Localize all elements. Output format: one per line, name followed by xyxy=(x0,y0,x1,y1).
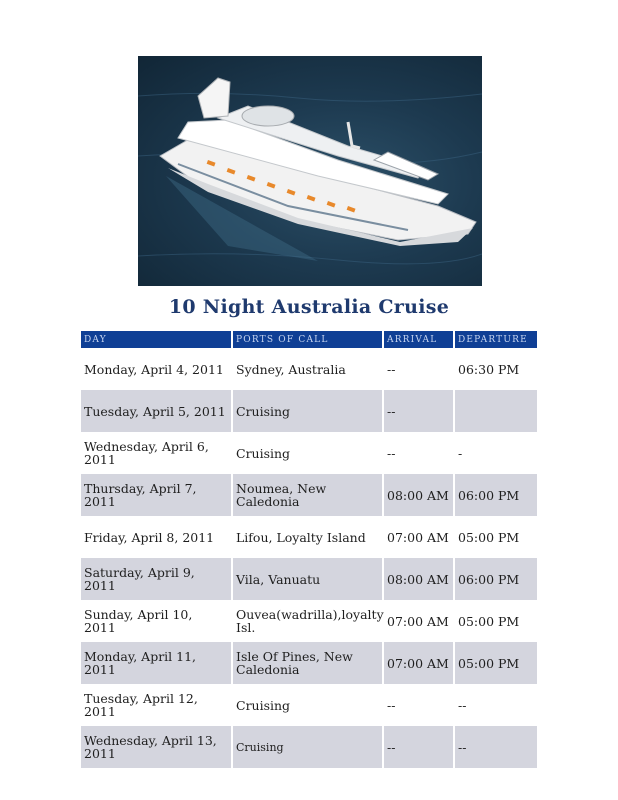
cell-port: Vila, Vanuatu xyxy=(232,558,383,600)
cell-arrival: 07:00 AM xyxy=(383,600,454,642)
cruise-ship-photo xyxy=(138,56,482,286)
cell-departure: 05:00 PM xyxy=(454,516,537,558)
cell-port: Sydney, Australia xyxy=(232,348,383,390)
cell-departure: - xyxy=(454,432,537,474)
table-row xyxy=(81,558,537,600)
cell-departure: 05:00 PM xyxy=(454,600,537,642)
cell-day: Sunday, April 10, 2011 xyxy=(81,600,232,642)
cell-arrival: -- xyxy=(383,348,454,390)
table-row xyxy=(81,432,537,474)
cell-departure: 06:30 PM xyxy=(454,348,537,390)
header-day: DAY xyxy=(81,331,232,348)
cell-port: Ouvea(wadrilla),loyalty Isl. xyxy=(232,600,383,642)
table-row xyxy=(81,516,537,558)
header-ports-of-call: PORTS OF CALL xyxy=(232,331,383,348)
cell-day: Thursday, April 7, 2011 xyxy=(81,474,232,516)
cell-arrival: -- xyxy=(383,726,454,768)
table-row xyxy=(81,642,537,684)
cell-departure xyxy=(454,390,537,432)
cell-day: Wednesday, April 6, 2011 xyxy=(81,432,232,474)
cell-departure: -- xyxy=(454,726,537,768)
header-departure: DEPARTURE xyxy=(454,331,537,348)
itinerary-table xyxy=(81,331,537,768)
cell-departure: 05:00 PM xyxy=(454,642,537,684)
cell-port: Cruising xyxy=(232,684,383,726)
cell-arrival: 08:00 AM xyxy=(383,558,454,600)
page-title: 10 Night Australia Cruise xyxy=(168,296,450,318)
cell-departure: -- xyxy=(454,684,537,726)
cell-arrival: -- xyxy=(383,390,454,432)
cell-day: Tuesday, April 5, 2011 xyxy=(81,390,232,432)
cell-departure: 06:00 PM xyxy=(454,474,537,516)
table-row xyxy=(81,726,537,768)
cell-arrival: -- xyxy=(383,432,454,474)
cell-arrival: 07:00 AM xyxy=(383,516,454,558)
cell-port: Cruising xyxy=(232,432,383,474)
table-row xyxy=(81,390,537,432)
cell-day: Monday, April 4, 2011 xyxy=(81,348,232,390)
cell-port: Lifou, Loyalty Island xyxy=(232,516,383,558)
cell-arrival: 08:00 AM xyxy=(383,474,454,516)
cell-day: Monday, April 11, 2011 xyxy=(81,642,232,684)
table-row xyxy=(81,474,537,516)
table-row xyxy=(81,600,537,642)
cell-day: Friday, April 8, 2011 xyxy=(81,516,232,558)
cell-arrival: -- xyxy=(383,684,454,726)
cell-day: Tuesday, April 12, 2011 xyxy=(81,684,232,726)
table-row xyxy=(81,348,537,390)
cell-departure: 06:00 PM xyxy=(454,558,537,600)
table-row xyxy=(81,684,537,726)
cell-day: Wednesday, April 13, 2011 xyxy=(81,726,232,768)
cell-day: Saturday, April 9, 2011 xyxy=(81,558,232,600)
table-header-row xyxy=(81,331,537,348)
cell-port: Cruising xyxy=(232,726,383,768)
cell-port: Cruising xyxy=(232,390,383,432)
cell-port: Isle Of Pines, New Caledonia xyxy=(232,642,383,684)
cell-port: Noumea, New Caledonia xyxy=(232,474,383,516)
cell-arrival: 07:00 AM xyxy=(383,642,454,684)
header-arrival: ARRIVAL xyxy=(383,331,454,348)
